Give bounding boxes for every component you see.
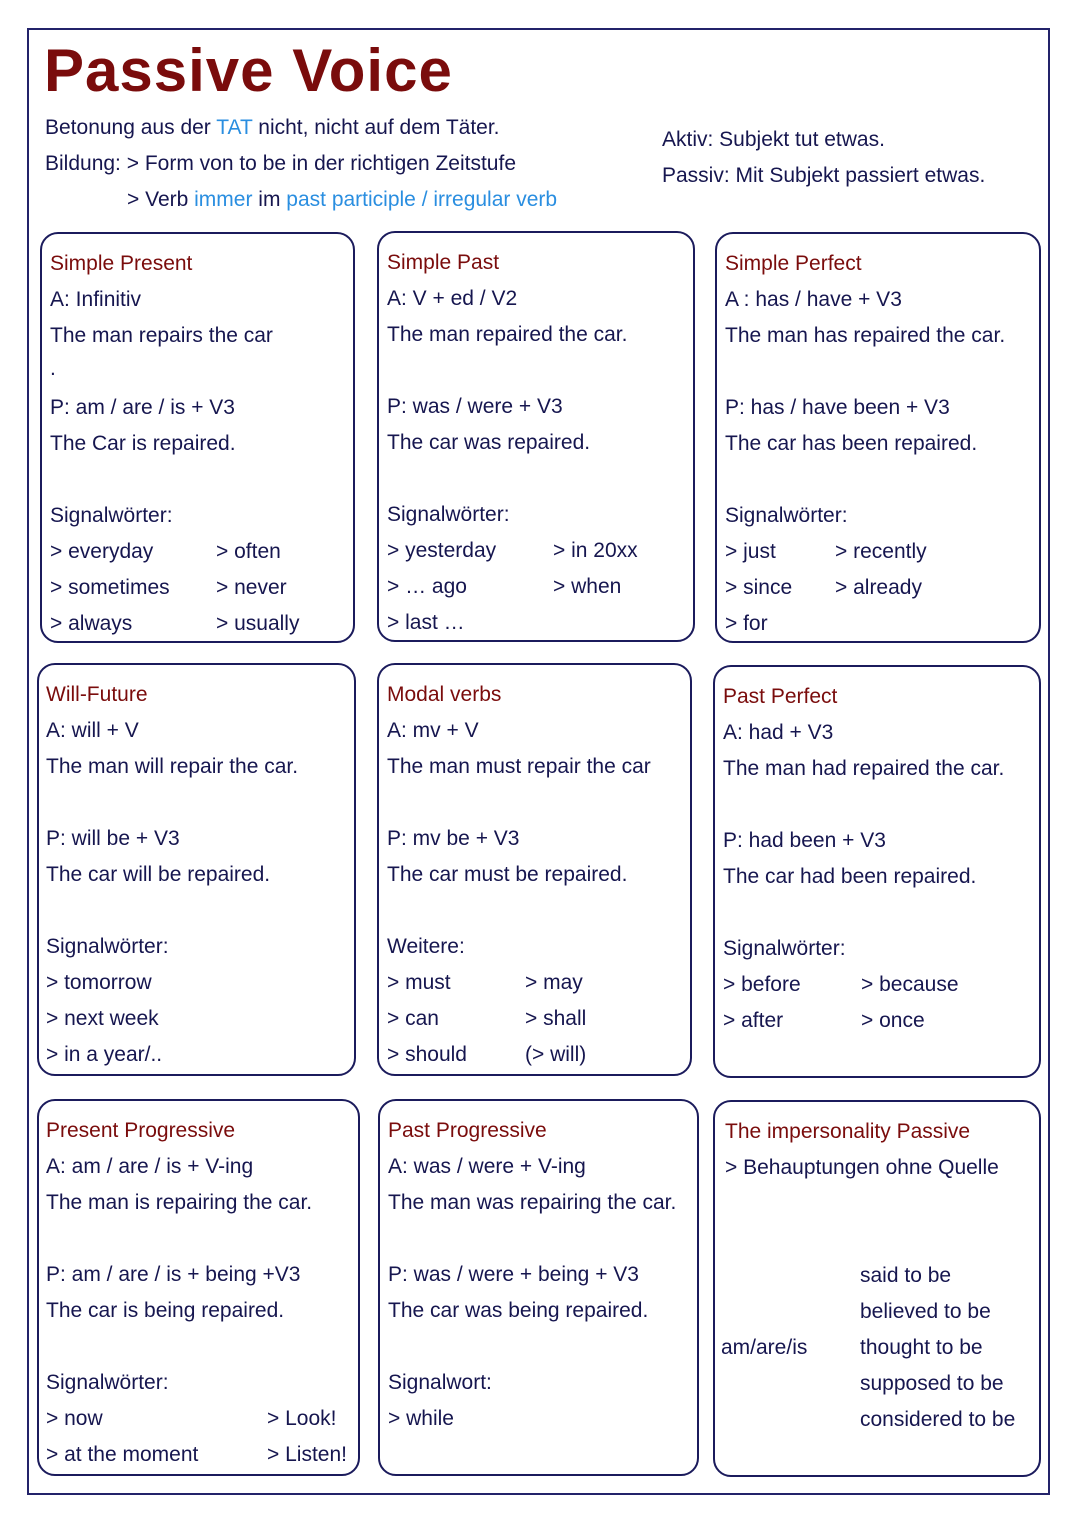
highlight-immer: immer [194, 188, 253, 211]
signal-word: > next week [46, 1007, 159, 1030]
signal-word-row [387, 605, 693, 641]
intro-line-1 [45, 110, 557, 146]
card-past-progressive [378, 1099, 699, 1476]
signal-word: > while [388, 1407, 454, 1430]
aktiv-passiv-definition [662, 122, 985, 194]
text: > Verb [127, 188, 195, 211]
signal-word-row [50, 570, 353, 606]
signal-words-label: Signalwörter: [46, 1371, 169, 1394]
active-formula: A: will + V [46, 719, 139, 742]
active-example: The man repaired the car. [387, 323, 628, 346]
spacer [388, 1329, 697, 1365]
active-example: The man repairs the car [50, 324, 273, 347]
signal-word: > everyday [50, 540, 154, 563]
passive-example: The car was being repaired. [388, 1299, 649, 1322]
card-title: Simple Perfect [725, 252, 862, 275]
signal-word-row [387, 1001, 690, 1037]
card-simple-past [377, 231, 695, 642]
card-will-future [37, 663, 356, 1076]
signal-word-row [387, 965, 690, 1001]
card-title: Will-Future [46, 683, 148, 706]
passive-example: The car was repaired. [387, 431, 591, 454]
signal-words-label: Signalwörter: [50, 504, 173, 527]
spacer [50, 462, 353, 498]
card-title: Present Progressive [46, 1119, 236, 1142]
signal-word-row [723, 1003, 1039, 1039]
signal-word: > can [387, 1007, 439, 1030]
signal-word-row [46, 1037, 354, 1073]
signal-word-row [50, 534, 353, 570]
spacer [387, 461, 693, 497]
card-modal-verbs [377, 663, 692, 1076]
signal-word: > tomorrow [46, 971, 152, 994]
passive-formula: P: will be + V3 [46, 827, 180, 850]
stray-dot: . [50, 357, 56, 380]
intro-line-2: Bildung: > Form von to be in der richtigen Zeitstufe [45, 152, 516, 175]
spacer [725, 354, 1039, 390]
signal-word: > once [861, 1009, 925, 1032]
spacer [723, 787, 1039, 823]
active-example: The man must repair the car [387, 755, 651, 778]
signal-words-label: Signalwörter: [46, 935, 169, 958]
card-present-progressive [37, 1099, 360, 1476]
signal-word-row [387, 1037, 690, 1073]
passive-formula: P: had been + V3 [723, 829, 886, 852]
active-formula: A: had + V3 [723, 721, 834, 744]
active-example: The man was repairing the car. [388, 1191, 677, 1214]
spacer [46, 1329, 358, 1365]
signal-word: > last … [387, 611, 465, 634]
active-formula: A: was / were + V-ing [388, 1155, 586, 1178]
signal-word: > Look! [267, 1407, 337, 1430]
signal-word: > just [725, 540, 776, 563]
passive-example: The car has been repaired. [725, 432, 978, 455]
passive-formula: P: mv be + V3 [387, 827, 520, 850]
signal-word: > should [387, 1043, 467, 1066]
passive-formula: P: was / were + being + V3 [388, 1263, 639, 1286]
signal-word: > Listen! [267, 1443, 347, 1466]
active-formula: A : has / have + V3 [725, 288, 902, 311]
signal-word-row [725, 606, 1039, 642]
highlight-tat: TAT [216, 116, 253, 139]
card-title: Simple Past [387, 251, 500, 274]
signal-word-row [387, 569, 693, 605]
active-formula: A: Infinitiv [50, 288, 142, 311]
card-title: Modal verbs [387, 683, 502, 706]
spacer [46, 785, 354, 821]
signal-word: > usually [216, 612, 300, 635]
signal-word: > never [216, 576, 287, 599]
spacer [388, 1221, 697, 1257]
signal-word-row [46, 1437, 358, 1473]
spacer [723, 895, 1039, 931]
spacer [387, 785, 690, 821]
card-title: The impersonality Passive [725, 1120, 971, 1143]
signal-word-row [50, 606, 353, 642]
intro [45, 110, 557, 218]
passive-example: The car must be repaired. [387, 863, 628, 886]
card-impersonal-passive [713, 1100, 1041, 1477]
form-item: supposed to be [860, 1372, 1004, 1395]
highlight-past-participle: past participle / irregular verb [286, 188, 558, 211]
signal-word: > now [46, 1407, 103, 1430]
signal-word-row [725, 570, 1039, 606]
signal-word: (> will) [525, 1043, 587, 1066]
card-simple-present [40, 232, 355, 643]
signal-word: > because [861, 973, 959, 996]
card-title: Past Perfect [723, 685, 838, 708]
signal-word: > sometimes [50, 576, 170, 599]
aktiv-definition: Aktiv: Subjekt tut etwas. [662, 128, 885, 151]
signal-word: > may [525, 971, 583, 994]
active-formula: A: am / are / is + V-ing [46, 1155, 254, 1178]
signal-word-row [46, 1401, 358, 1437]
form-item: believed to be [860, 1300, 991, 1323]
signal-word: > at the moment [46, 1443, 199, 1466]
signal-word: > since [725, 576, 793, 599]
text: Betonung aus der [45, 116, 217, 139]
card-line: > Behauptungen ohne Quelle [725, 1156, 999, 1179]
signal-word: > shall [525, 1007, 587, 1030]
signal-word-row [388, 1401, 697, 1437]
card-past-perfect [713, 665, 1041, 1078]
signal-words-label: Signalwörter: [723, 937, 846, 960]
passive-formula: P: am / are / is + being +V3 [46, 1263, 301, 1286]
passive-example: The car had been repaired. [723, 865, 977, 888]
passive-example: The car will be repaired. [46, 863, 271, 886]
signal-words-label: Signalwörter: [725, 504, 848, 527]
signal-words-label: Signalwort: [388, 1371, 492, 1394]
intro-line-3 [45, 182, 557, 218]
spacer [387, 893, 690, 929]
card-title: Simple Present [50, 252, 193, 275]
spacer [46, 893, 354, 929]
passive-formula: P: has / have been + V3 [725, 396, 950, 419]
form-item: said to be [860, 1264, 952, 1287]
signal-word: > in 20xx [553, 539, 638, 562]
active-formula: A: mv + V [387, 719, 479, 742]
signal-word: > often [216, 540, 281, 563]
signal-word: > in a year/.. [46, 1043, 163, 1066]
signal-word: > when [553, 575, 622, 598]
signal-word-row [46, 965, 354, 1001]
active-example: The man had repaired the car. [723, 757, 1005, 780]
active-example: The man will repair the car. [46, 755, 299, 778]
signal-word: > for [725, 612, 768, 635]
signal-word: > always [50, 612, 133, 635]
text: im [252, 188, 287, 211]
spacer [387, 353, 693, 389]
spacer [725, 462, 1039, 498]
active-example: The man is repairing the car. [46, 1191, 313, 1214]
signal-word-row [723, 967, 1039, 1003]
signal-words-label: Weitere: [387, 935, 465, 958]
signal-word: > must [387, 971, 451, 994]
card-title: Past Progressive [388, 1119, 547, 1142]
passive-formula: P: was / were + V3 [387, 395, 563, 418]
signal-word: > yesterday [387, 539, 497, 562]
signal-word: > recently [835, 540, 927, 563]
passive-formula: P: am / are / is + V3 [50, 396, 235, 419]
card-simple-perfect [715, 232, 1041, 643]
signal-words-label: Signalwörter: [387, 503, 510, 526]
passive-example: The Car is repaired. [50, 432, 236, 455]
text: nicht, nicht auf dem Täter. [252, 116, 500, 139]
form-item: thought to be [860, 1336, 983, 1359]
active-formula: A: V + ed / V2 [387, 287, 518, 310]
signal-word: > after [723, 1009, 784, 1032]
form-item: considered to be [860, 1408, 1016, 1431]
passive-example: The car is being repaired. [46, 1299, 285, 1322]
signal-word-row [46, 1001, 354, 1037]
signal-word-row [725, 534, 1039, 570]
spacer [46, 1221, 358, 1257]
verb-forms-label: am/are/is [721, 1336, 808, 1359]
passiv-definition: Passiv: Mit Subjekt passiert etwas. [662, 164, 986, 187]
page-title: Passive Voice [44, 37, 453, 104]
active-example: The man has repaired the car. [725, 324, 1006, 347]
signal-word: > … ago [387, 575, 467, 598]
signal-word: > before [723, 973, 801, 996]
signal-word-row [387, 533, 693, 569]
signal-word: > already [835, 576, 922, 599]
